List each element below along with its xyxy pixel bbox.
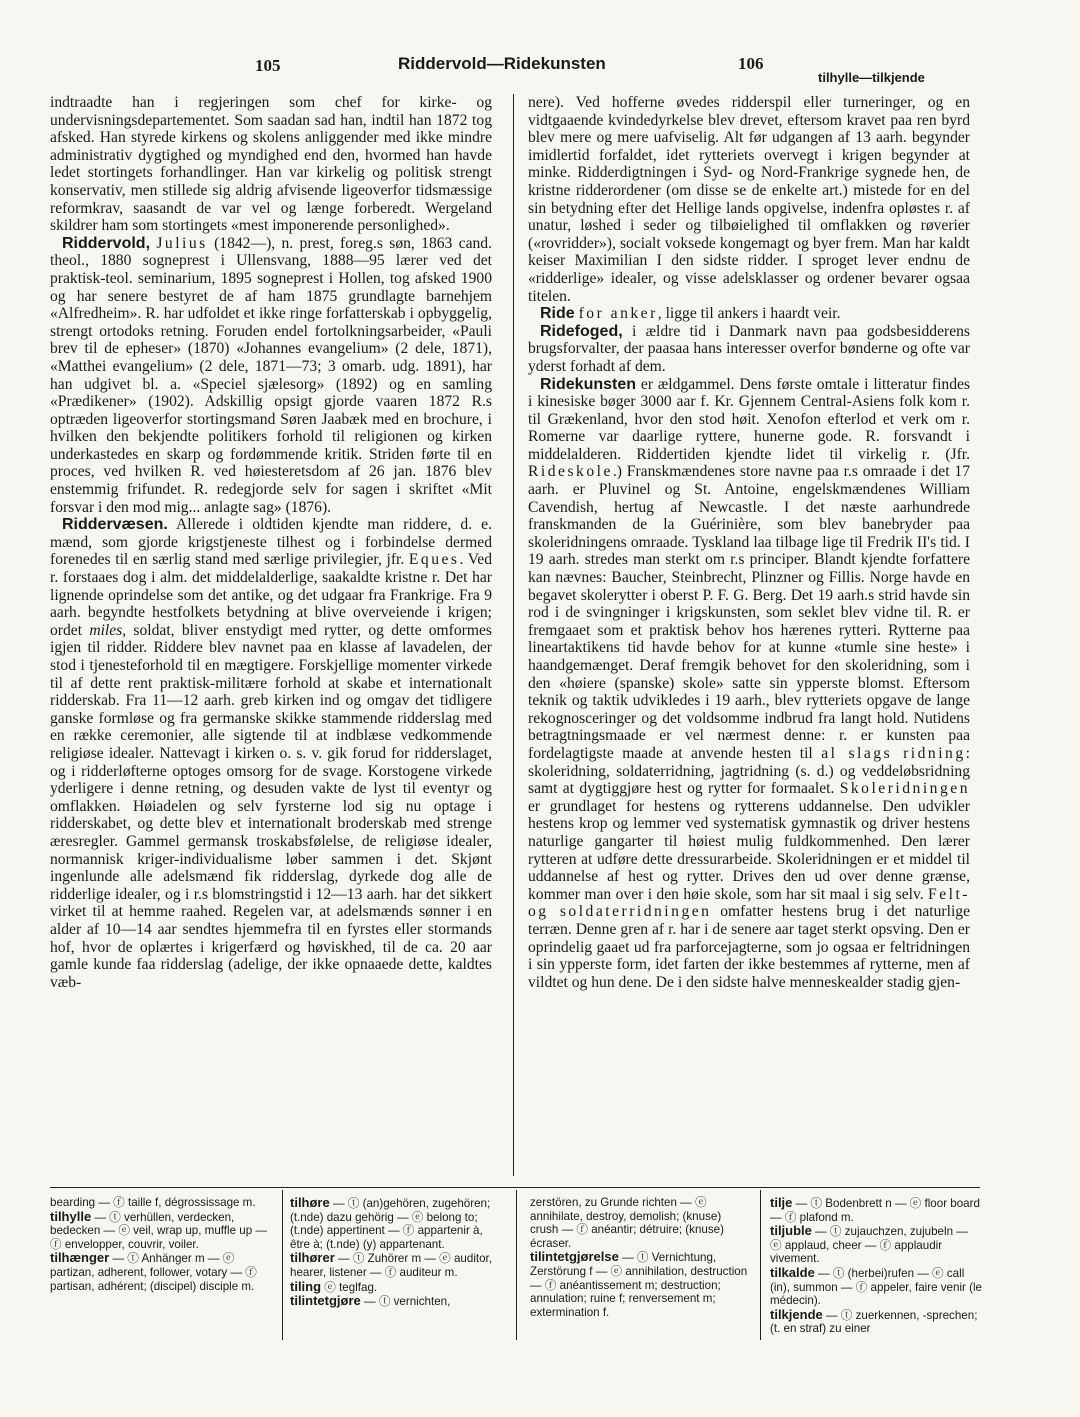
footer-entry (770, 1196, 982, 1224)
footer-entry (770, 1224, 982, 1266)
entry-text: omfatter hestens brug i det naturlige terræn. Denne gren af r. har i de senere aar taget sterkt opsving. Den er oprindelig gaaet ud fra parforcejagterne, som jo ogsaa er feltridningen i sin ypperste form, idet farten der ikke bestemmes af rytterne, men af vildtet og hun dene. De i den sidste halve menneskealder stadig gjen- (528, 903, 970, 991)
entry-text: . Ved r. forstaaes dog i alm. det middelalderlige, saakaldte kristne r. Det har lignende oprindelse som det antike, og det udgaar fra Frankrige. Fra 9 aarh. begyndte hestfolkets betydning at blive overveiende i krigen; ordet (50, 551, 492, 639)
footer-text: — ⓣ zujauchzen, zujubeln — ⓔ applaud, cheer — ⓕ applaudir vivement. (770, 1225, 968, 1266)
entry-text: er ældgammel. Dens første omtale i litteratur findes i kinesiske bøger 3000 aar f. Kr. Gjennem Central-Asiens folk kom r. til Grækenland, hvor den stod høit. Xenofon efterlod et verk om r. Romerne var daarlige ryttere, hunerne gode. R. forsvandt i middelalderen. Riddertiden kjendte lidet til virkelig r. (Jfr. (528, 375, 970, 463)
headword-riddervold: Riddervold, (62, 234, 151, 252)
footer-headword: tilkalde (770, 1264, 815, 1280)
term-miles: miles (89, 621, 123, 639)
entry-text: (1842—), n. prest, foreg.s søn, 1863 cand. theol., 1880 sogneprest i Ullensvang, 1888—95 lærer ved det praktisk-teol. seminarium, 1895 sogneprest i Hollen, tog afsked 1900 og har senere bestyret de af ham 1875 grundlagte barnehjem «Alfredheim». R. har udfoldet et ikke ringe forfatterskab i opbyggelig, strengt ortodoks retning. Foruden endel fortolkningsarbeider, «Pauli brev til de epheser» (1870) «Johannes evangelium» (2 dele, 1871), «Matthei evangelium» (2 dele, 1871—73; 3 omarb. udg. 1891), har han udgivet bl. a. «Speciel sjælesorg» (1892) og en samling «Prædikener» (1902). Adskillig opsigt gjorde vaaren 1872 R.s optræden ligeoverfor stortingsmand Søren Jaabæk med en brochure, i hvilken den bekjendte politikers forhold til religionen og kirken underkastedes en skarp og fordømmende kritik. Striden førte til en proces, ved hvilken R. ved høiesteretsdom af 26 jan. 1876 blev enstemmig frifundet. R. redegjorde selv for sagen i skriftet «Mit forsvar i den mod mig... anlagte sag» (1876). (50, 234, 492, 516)
right-column (528, 94, 970, 1176)
continuation-paragraph: indtraadte han i regjeringen som chef for kirke- og undervisningsdepartementet. Som saadan sad han, indtil han 1872 tog afsked. Han styrede kirkens og skolens anliggender med ikke mindre administrativ dygtighed og myndighed end den, hvormed han havde ledet stortingets forhandlinger. Han var kirkelig og politisk strengt konservativ, men stillede sig aldrig afvisende ligeoverfor tidsmæssige reformkrav, saasandt de var vel og længe forberedt. Wergeland skildrer ham som stortingets «mest imponerende personlighed». (50, 94, 492, 235)
entry-riddervaesen (50, 516, 492, 991)
entry-text: er grundlaget for hestens og rytterens uddannelse. Den udvikler hestens krop og lemmer ved systematisk gymnastik og driver hestens naturlige gangarter til høiest mulig fuldkommenhed. Den lærer rytteren at udføre dette dressurarbeide. Skoleridningen er et middel til uddannelse af hest og rytter. Drives den ud over denne grænse, kommer man over i den høie skole, som har sit maal i sig selv. (528, 797, 970, 903)
spaced-term: Felt- og soldaterridningen (528, 885, 970, 921)
footer-divider (282, 1190, 283, 1340)
entry-ridefoged (528, 323, 970, 376)
headword-ridekunsten: Ridekunsten (540, 375, 637, 393)
footer-text: zerstören, zu Grunde richten — ⓔ annihilate, destroy, demolish; (knuse) crush — ⓕ anéantir; détruire; (knuse) écraser. (530, 1196, 724, 1250)
headword-riddervaesen: Riddervæsen. (62, 516, 168, 534)
footer-headword: tilhænger (50, 1250, 110, 1266)
entry-text: .) Franskmændenes store navne paa r.s omraade i det 17 aarh. er Pluvinel og St. Antoine, engelskmændenes William Cavendish, hertug af Newcastle. I det næste aarhundrede franskmanden de la Guérinière, som blev banebryder paa skoleridningens omraade. Tyskland laa tilbage lige til Fredrik II's tid. I 19 aarh. stredes man sterkt om r.s principer. Blandt kjendte forfattere kan nævnes: Baucher, Steinbrecht, Plinzner og Fillis. Norge havde en begavet skolerytter i oberst P. F. G. Berg. Det 19 aarh.s strid havde sin rod i de svingninger i krigskunsten, som seklet blev vidne til. R. er fremgaaet som et praktisk behov hos hærenes rytteri. Rytterne paa lineartaktikens tid havde behov for at kunne «tumle sine heste» i haandgemænget. Deraf fremgik behovet for den skoleridning, som i den «høiere (spanske) skole» satte sin ypperste blomst. Eftersom teknik og taktik udvikledes i 19 aarh., blev rytteriets opgave de lange rekognosceringer og det voldsomme indbrud fra langt hold. Nutidens betragtningsmaade er vel nærmest denne: r. er kunsten paa fordelagtigste maade at anvende hesten til (528, 463, 970, 762)
footer-text: — ⓣ Bodenbrett n — ⓔ floor board — ⓕ plafond m. (770, 1197, 980, 1224)
spaced-term: Skoleridningen (839, 780, 970, 798)
footer-headword: tilhører (290, 1250, 335, 1266)
cross-reference-eques: Eques (408, 551, 460, 569)
footer-text: bearding — ⓕ taille f, dégrossissage m. (50, 1196, 256, 1209)
footer-entry (290, 1280, 502, 1295)
headword-ridefoged: Ridefoged, (540, 322, 623, 340)
left-column (50, 94, 492, 1176)
page-header (0, 52, 1080, 92)
footer-text: — ⓣ vernichten, (360, 1295, 451, 1309)
entry-ridekunsten (528, 376, 970, 992)
footer-entry (290, 1251, 502, 1279)
given-name: Julius (156, 234, 208, 252)
running-title: Riddervold—Ridekunsten (398, 54, 606, 73)
headword-ride: Ride (540, 305, 575, 323)
continuation-paragraph: nere). Ved hofferne øvedes ridderspil eller turneringer, og en vidtgaaende kvindedyrkelse blev drevet, eftersom kravet paa ren byrd blev mere og mere uafviselig. Alt før udgangen af 13 aarh. begynder imidlertid forfaldet, idet rytteriets overvegt i krigen begynder at minke. Ridderdigtningen i Syd- og Nord-Frankrige sygnede hen, de kristne ridderordener (om disse se de enkelte art.) mistede for en del sin betydning efter det Hellige lands opgivelse, indenfra opløstes r. af unatur, løshed i seder og tilbøielighed til omflakken og røverier («rovridder»), socialt voksede kongemagt og byer frem. Man har kaldt keiser Maximilian I den sidste ridder. I sproget lever endnu de «ridderlige» idealer, og visse adelsklasser og ordener bevarer ogsaa titelen. (528, 94, 970, 305)
entry-text: , soldat, bliver enstydigt med rytter, og dette omformes igjen til ridder. Riddere blev navnet paa en klasse af lavadelen, der stod i tjenesteforhold til en mægtigere. Forskjellige momenter virkede til af dette rent praktisk-militære forhold at skabe et internationalt ridderskab. Fra 11—12 aarh. greb kirken ind og omgav det tidligere ganske formløse og fra germanske skikke stammende ridderslag med en række ceremonier, alle sigtende til at indblæse vedkommende religiøse idealer. Nattevagt i kirken o. s. v. gik forud for ridderslaget, og i ridderløfterne optoges omsorg for de svage. Korstogene virkede yderligere i denne retning, og desuden vakte de lyst til eventyr og omflakken. Høiadelen og selv fyrsterne lod sig nu optage i ridderskabet, og dette blev et internationalt broderskab med strenge æresregler. Gammel germansk troskabsfølelse, de religiøse idealer, normannisk kriger-individualisme løber sammen i det. Skjønt ingenlunde alle adelsmænd fik ridderslag, dyrkede dog alle de ridderlige idealer, og i r.s blomstringstid i 12—13 aarh. har det sikkert virket til at hemme raahed. Regelen var, at adelsmænds sønner i en alder af 10—14 aar sendtes hjemmefra til en fyrstes eller stormands hof, hvor de oplærtes i krigerfærd og høviskhed, til de ca. 20 aar gamle kunde faa ridderslag (adelige, der ikke opnaaede dette, kaldtes væb- (50, 621, 492, 991)
footer-rule (50, 1187, 980, 1188)
spaced-term: al slags ridning (821, 744, 966, 762)
footer-headword: tilintetgjørelse (530, 1249, 619, 1265)
entry-riddervold (50, 235, 492, 517)
dictionary-footer-column-3 (530, 1196, 752, 1336)
footer-entry (530, 1196, 752, 1250)
page-number-right: 106 (738, 54, 764, 73)
footer-text: — ⓣ verhüllen, verdecken, bedecken — ⓔ veil, wrap up, muffle up — ⓕ envelopper, couvrir, voiler. (50, 1210, 267, 1251)
footer-text: — ⓣ Zuhörer m — ⓔ auditor, hearer, listener — ⓕ auditeur m. (290, 1252, 493, 1279)
footer-headword: tilje (770, 1196, 793, 1210)
footer-entry (50, 1196, 272, 1210)
footer-divider (760, 1190, 761, 1340)
footer-headword: tilintetgjøre (290, 1293, 361, 1309)
footer-entry (290, 1196, 502, 1251)
dictionary-footer-column-2 (290, 1196, 502, 1336)
entry-text: i ældre tid i Danmark navn paa godsbesidderens brugsforvalter, der paasaa hans interesser overfor bønderne og ofte var yderst forhadt af dem. (528, 322, 970, 375)
dictionary-footer-column-1 (50, 1196, 272, 1336)
guide-words: tilhylle—tilkjende (818, 70, 925, 85)
entry-text: Allerede i oldtiden kjendte man riddere, d. e. mænd, som gjorde krigstjeneste tilhest og i forbindelse dermed forenedes til en særlig stand med særlige privilegier, jfr. (50, 516, 492, 569)
page-number-left: 105 (255, 56, 281, 75)
footer-text: — ⓣ (an)gehören, zugehören; (t.nde) dazu gehörig — ⓔ belong to; (t.nde) appertinent — ⓕ appartenir à, être à; (t.nde) (y) appartenant. (290, 1197, 491, 1251)
phrase-for-anker: for anker (578, 305, 658, 323)
footer-text: — ⓣ zuerkennen, -sprechen; (t. en straf) zu einer (770, 1308, 978, 1336)
footer-text: ⓔ teglfag. (321, 1280, 378, 1294)
footer-entry (770, 1308, 982, 1336)
footer-headword: tiling (290, 1278, 322, 1294)
footer-text: — ⓣ Vernichtung, Zerstörung f — ⓔ annihilation, destruction — ⓕ anéantissement m; destruction; annulation; ruine f; renversement m; extermination f. (530, 1251, 748, 1319)
footer-divider (516, 1190, 517, 1340)
footer-entry (50, 1210, 272, 1252)
column-divider (513, 94, 514, 1176)
footer-text: — ⓣ Anhänger m — ⓔ partizan, adherent, follower, votary — ⓕ partisan, adhérent; (discipel) disciple m. (50, 1252, 257, 1293)
footer-headword: tilkjende (770, 1306, 823, 1322)
footer-headword: tilhøre (290, 1196, 330, 1210)
footer-headword: tiljuble (770, 1223, 812, 1239)
footer-text: — ⓣ (herbei)rufen — ⓔ call (in), summon — ⓕ appeler, faire venir (le médecin). (770, 1266, 982, 1308)
cross-reference-rideskole: Rideskole (528, 463, 613, 481)
dictionary-footer-column-4 (770, 1196, 982, 1336)
entry-ride (528, 305, 970, 323)
footer-entry (50, 1251, 272, 1293)
footer-headword: tilhylle (50, 1208, 92, 1224)
entry-text: , ligge til ankers i haardt veir. (657, 305, 841, 323)
footer-entry (530, 1250, 752, 1319)
footer-entry (290, 1294, 502, 1309)
footer-entry (770, 1266, 982, 1308)
entry-text: : skoleridning, soldaterridning, jagtridning (s. d.) og veddeløbsridning samt at dygtiggjøre hest og rytter for formaalet. (528, 744, 970, 798)
